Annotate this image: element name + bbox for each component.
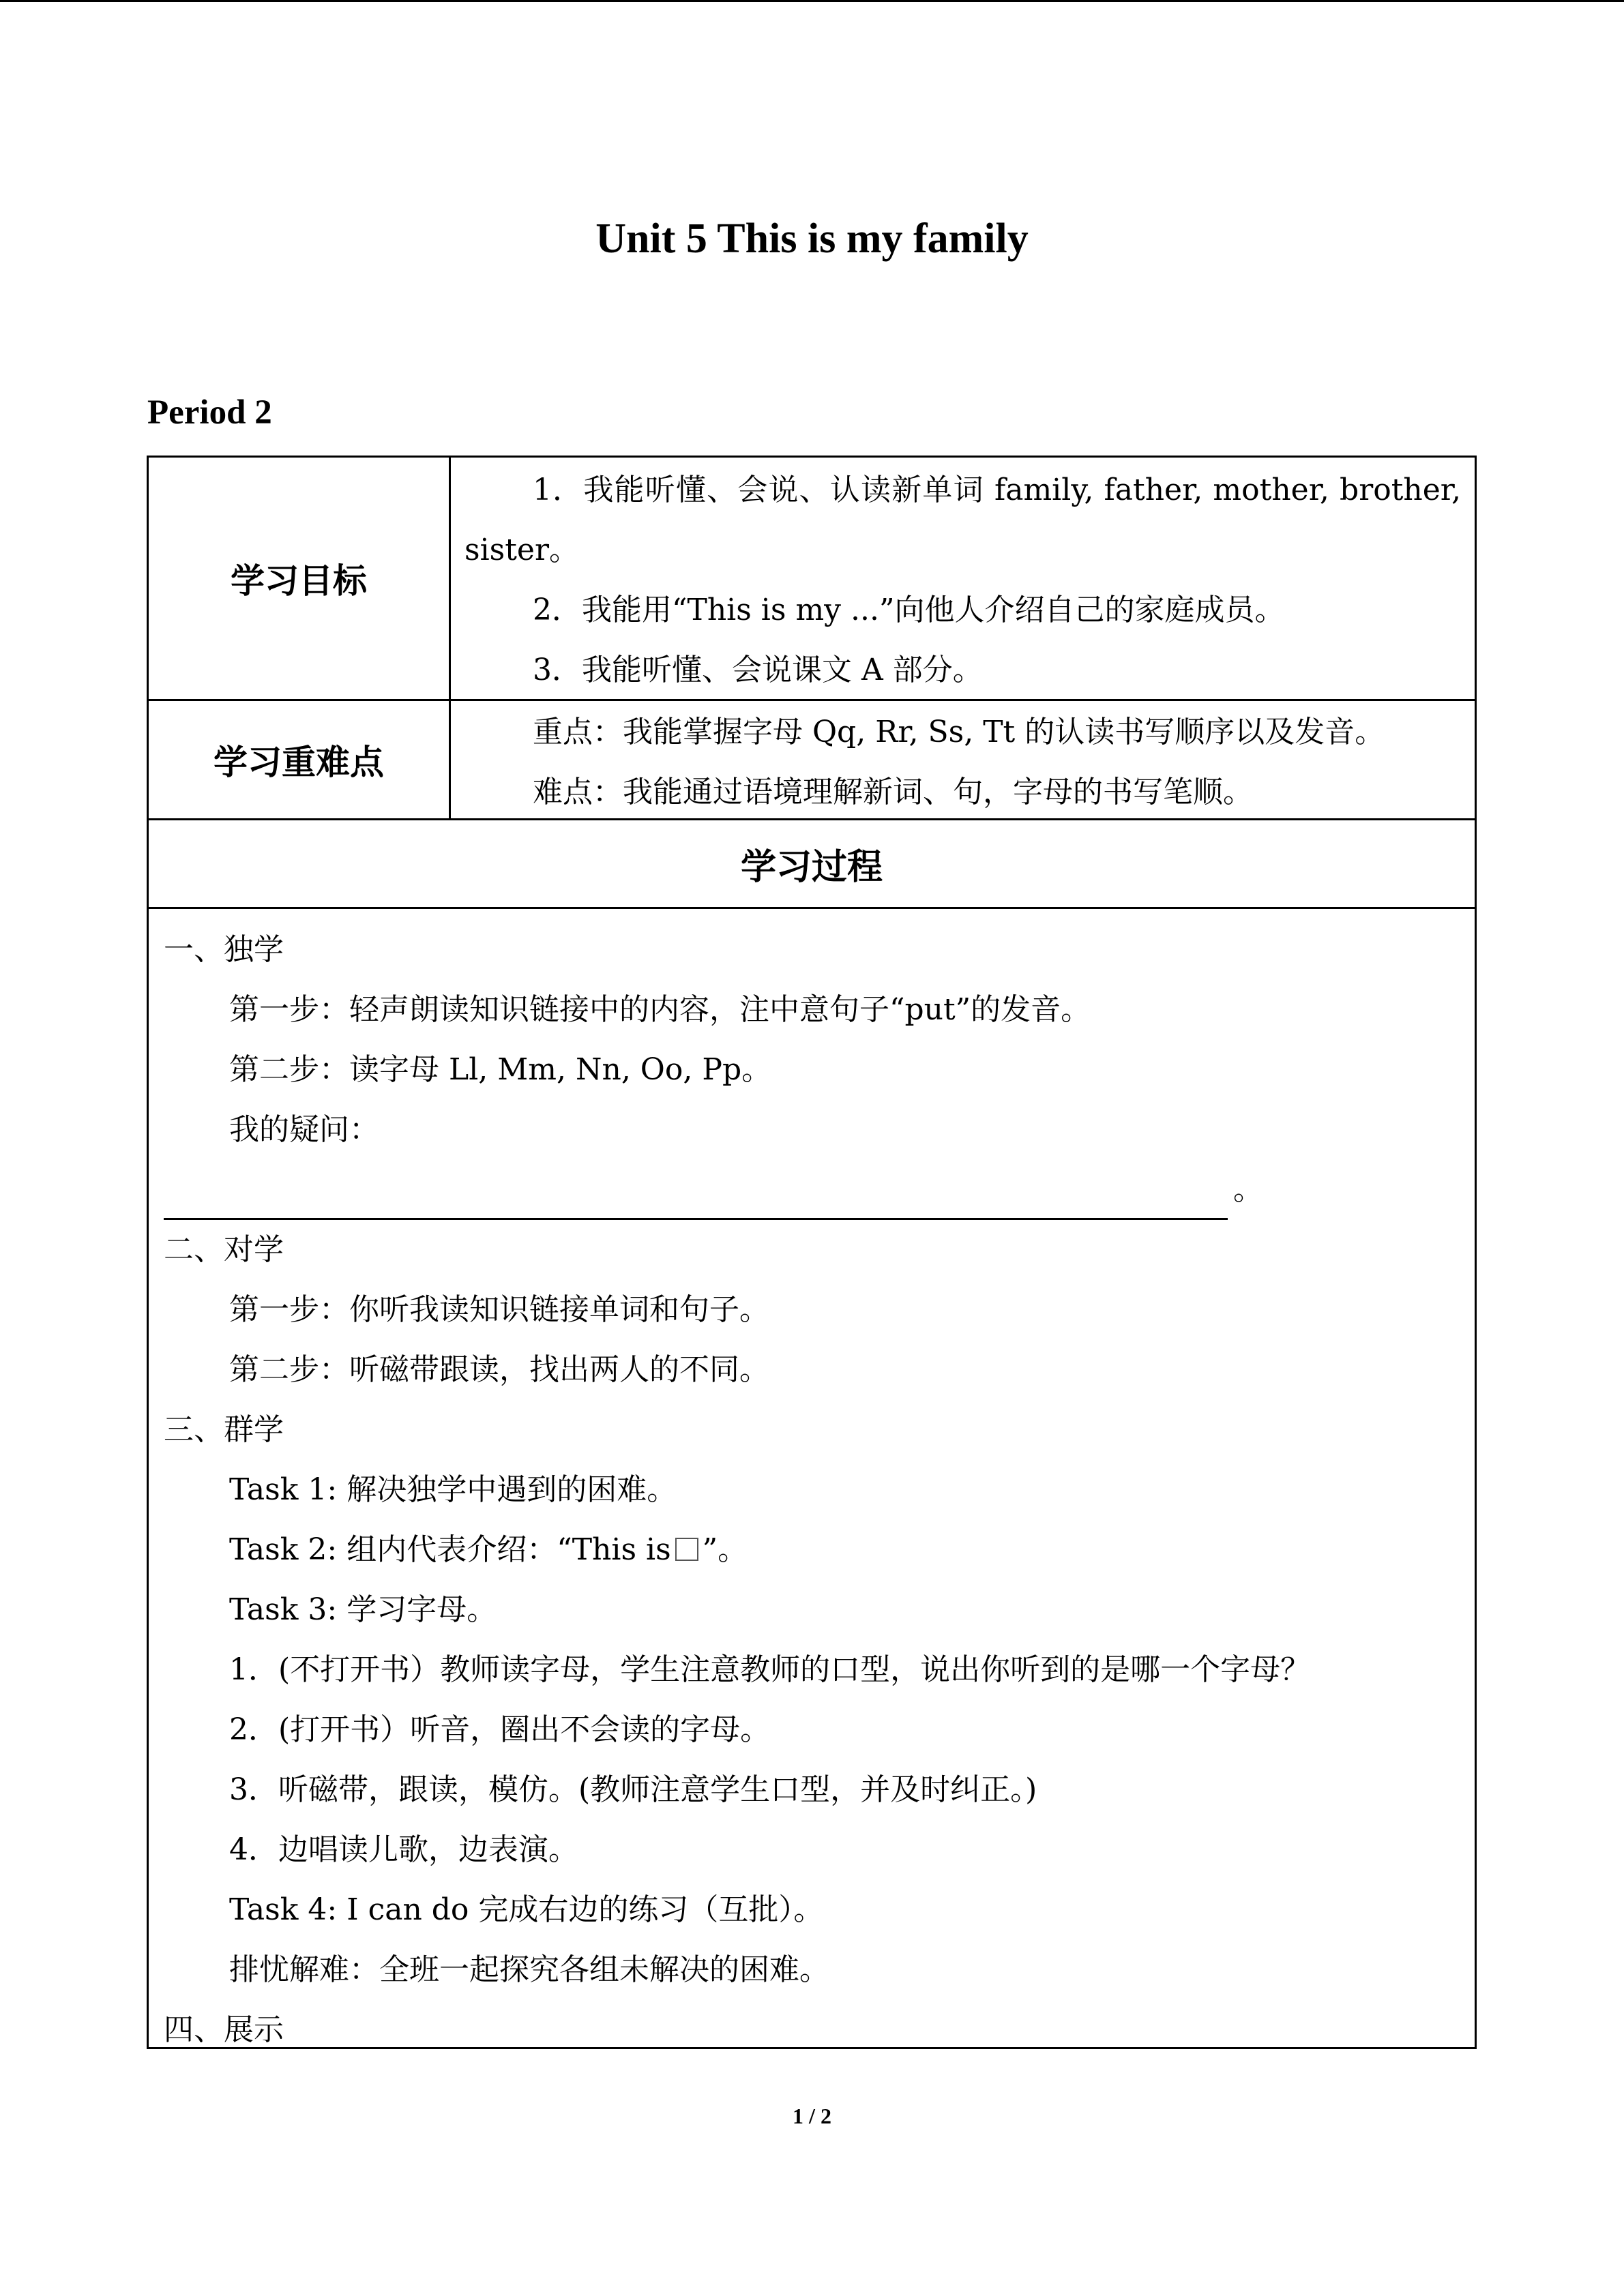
answer-rule — [164, 1180, 1228, 1220]
task-3-item-4: 4．边唱读儿歌，边表演。 — [229, 1832, 578, 1867]
page-number: 1 / 2 — [793, 2104, 831, 2128]
task-3-item-2: 2．(打开书）听音，圈出不会读的字母。 — [229, 1712, 771, 1747]
task-4: Task 4: I can do 完成右边的练习（互批）。 — [229, 1892, 824, 1927]
top-border — [0, 0, 1624, 2]
objectives-content — [451, 460, 1475, 700]
task-2-end: ”。 — [702, 1532, 748, 1567]
key-focus: 重点：我能掌握字母 Qq, Rr, Ss, Tt 的认读书写顺序以及发音。 — [533, 715, 1385, 749]
period-heading: Period 2 — [147, 393, 272, 432]
objective-2: 2．我能用“This is my ...”向他人介绍自己的家庭成员。 — [533, 593, 1285, 627]
pair-step-1: 第一步：你听我读知识链接单词和句子。 — [229, 1292, 769, 1327]
keypoints-content — [451, 702, 1475, 822]
blank-end: 。 — [1233, 1172, 1263, 1207]
row-divider — [149, 907, 1475, 909]
task-3-item-1: 1．(不打开书）教师读字母，学生注意教师的口型，说出你听到的是哪一个字母？ — [229, 1652, 1311, 1687]
process-body — [164, 920, 1461, 2060]
step-1: 第一步：轻声朗读知识链接中的内容，注中意句子“put”的发音。 — [229, 992, 1091, 1027]
objectives-label: 学习目标 — [231, 561, 367, 601]
task-3: Task 3: 学习字母。 — [229, 1592, 497, 1627]
objective-1-cont: sister。 — [464, 533, 579, 567]
column-divider — [449, 458, 451, 818]
document-title: Unit 5 This is my family — [595, 215, 1029, 262]
task-3-item-3: 3．听磁带，跟读，模仿。(教师注意学生口型，并及时纠正。) — [229, 1772, 1037, 1807]
objective-1: 1．我能听懂、会说、认读新单词 family, father, mother, brother, — [533, 473, 1461, 507]
section-independent: 一、独学 — [164, 932, 284, 967]
my-question-label: 我的疑问： — [229, 1112, 379, 1147]
box-icon — [675, 1538, 698, 1561]
key-difficulty: 难点：我能通过语境理解新词、句，字母的书写笔顺。 — [533, 775, 1253, 809]
process-title: 学习过程 — [740, 847, 883, 888]
task-2 — [164, 1520, 1461, 1580]
lesson-table — [147, 456, 1477, 2049]
task-2-text: Task 2: 组内代表介绍：“This is — [229, 1532, 671, 1567]
step-2: 第二步：读字母 Ll, Mm, Nn, Oo, Pp。 — [229, 1052, 772, 1087]
objective-3: 3．我能听懂、会说课文 A 部分。 — [533, 653, 983, 687]
question-blank[interactable] — [164, 1160, 1461, 1220]
section-group: 三、群学 — [164, 1412, 284, 1447]
task-1: Task 1: 解决独学中遇到的困难。 — [229, 1472, 677, 1507]
resolve-difficulties: 排忧解难：全班一起探究各组未解决的困难。 — [229, 1952, 829, 1987]
keypoints-label: 学习重难点 — [213, 743, 384, 782]
pair-step-2: 第二步：听磁带跟读，找出两人的不同。 — [229, 1352, 769, 1387]
section-pair: 二、对学 — [164, 1232, 284, 1267]
section-show: 四、展示 — [164, 2012, 284, 2047]
